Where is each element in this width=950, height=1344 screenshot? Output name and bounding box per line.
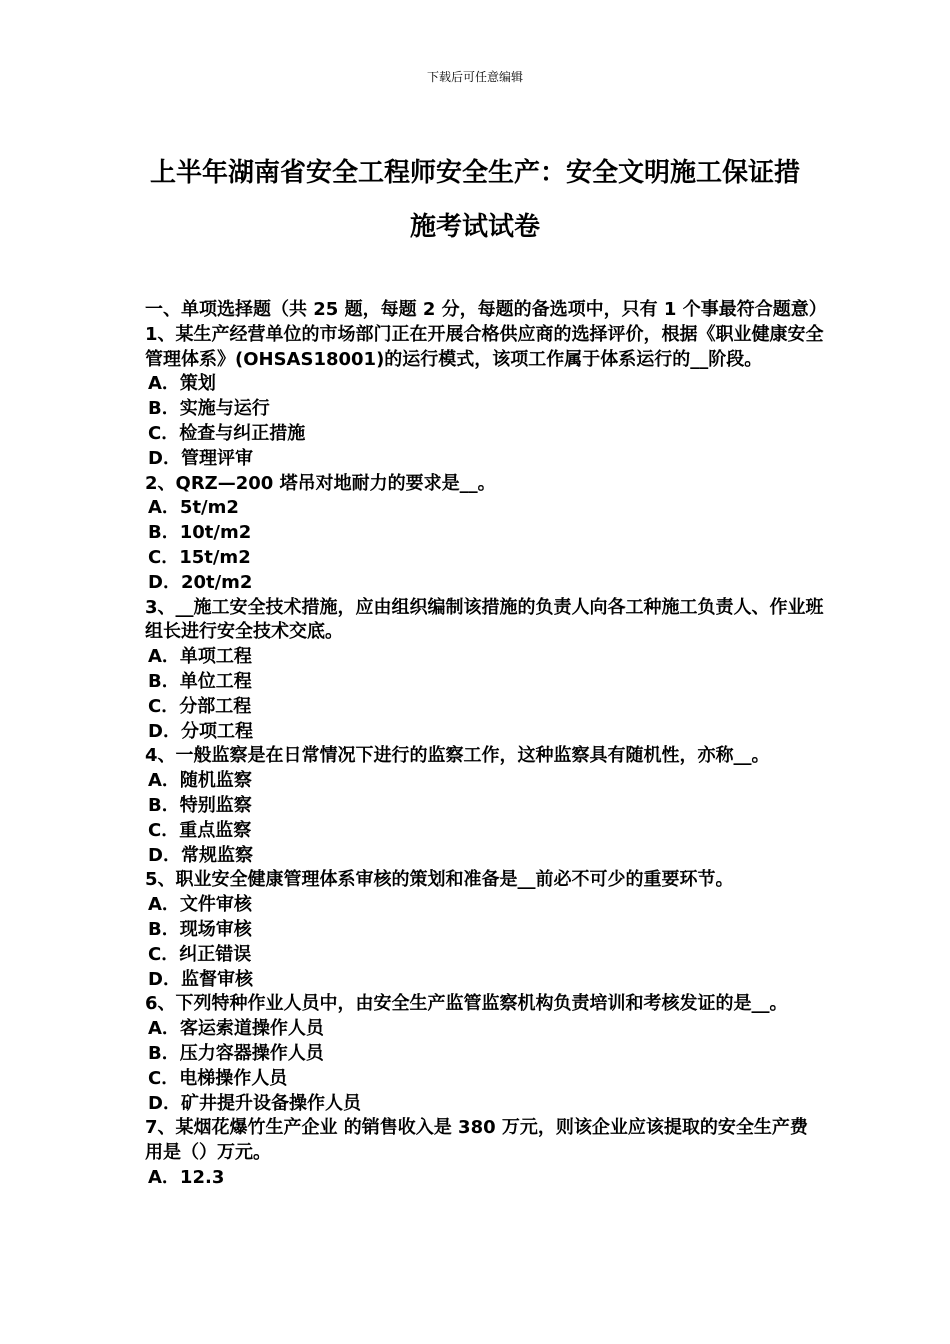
answer-option: B．现场审核 bbox=[148, 918, 252, 940]
answer-option: D．管理评审 bbox=[148, 447, 253, 469]
answer-option: D．分项工程 bbox=[148, 720, 253, 742]
question-block bbox=[145, 323, 825, 472]
answer-option: D．矿井提升设备操作人员 bbox=[148, 1092, 361, 1114]
question-block bbox=[145, 868, 825, 992]
question-stem: 4、一般监察是在日常情况下进行的监察工作，这种监察具有随机性，亦称__。 bbox=[145, 745, 770, 767]
question-block bbox=[145, 1116, 825, 1190]
answer-option: A．客运索道操作人员 bbox=[148, 1018, 324, 1040]
answer-option: A．12.3 bbox=[148, 1166, 225, 1188]
header-note: 下载后可任意编辑 bbox=[426, 70, 523, 84]
question-block bbox=[145, 744, 825, 868]
answer-option: D．20t/m2 bbox=[148, 571, 253, 593]
answer-option: C．检查与纠正措施 bbox=[148, 422, 306, 444]
answer-option: A．5t/m2 bbox=[148, 497, 239, 519]
exam-body bbox=[145, 298, 825, 1191]
answer-option: B．压力容器操作人员 bbox=[148, 1042, 324, 1064]
question-stem: 3、__施工安全技术措施，应由组织编制该措施的负责人向各工种施工负责人、作业班组长进行安全技术交底。 bbox=[145, 596, 824, 643]
question-stem: 1、某生产经营单位的市场部门正在开展合格供应商的选择评价，根据《职业健康安全管理体系》(OHSAS18001)的运行模式，该项工作属于体系运行的__阶段。 bbox=[145, 323, 824, 370]
answer-option: B．单位工程 bbox=[148, 670, 252, 692]
answer-option: B．特别监察 bbox=[148, 794, 252, 816]
answer-option: A．单项工程 bbox=[148, 646, 252, 668]
answer-option: A．文件审核 bbox=[148, 894, 252, 916]
answer-option: C．分部工程 bbox=[148, 695, 252, 717]
question-block bbox=[145, 596, 825, 745]
answer-option: C．重点监察 bbox=[148, 819, 252, 841]
answer-option: D．监督审核 bbox=[148, 968, 253, 990]
question-stem: 7、某烟花爆竹生产企业 的销售收入是 380 万元，则该企业应该提取的安全生产费用是（）万元。 bbox=[145, 1117, 808, 1164]
question-list bbox=[145, 323, 825, 1191]
section-heading: 一、单项选择题（共 25 题，每题 2 分，每题的备选项中，只有 1 个事最符合题意） bbox=[145, 299, 827, 320]
answer-option: A．随机监察 bbox=[148, 770, 252, 792]
page-title: 上半年湖南省安全工程师安全生产：安全文明施工保证措施考试试卷 bbox=[149, 158, 800, 242]
answer-option: C．15t/m2 bbox=[148, 546, 251, 568]
answer-option: C．电梯操作人员 bbox=[148, 1067, 288, 1089]
question-block bbox=[145, 992, 825, 1116]
question-stem: 2、QRZ—200 塔吊对地耐力的要求是__。 bbox=[145, 472, 496, 494]
answer-option: A．策划 bbox=[148, 373, 216, 395]
answer-option: C．纠正错误 bbox=[148, 943, 252, 965]
question-stem: 6、下列特种作业人员中，由安全生产监管监察机构负责培训和考核发证的是__。 bbox=[145, 993, 788, 1015]
answer-option: D．常规监察 bbox=[148, 844, 253, 866]
answer-option: B．10t/m2 bbox=[148, 522, 252, 544]
question-block bbox=[145, 472, 825, 596]
answer-option: B．实施与运行 bbox=[148, 398, 270, 420]
question-stem: 5、职业安全健康管理体系审核的策划和准备是__前必不可少的重要环节。 bbox=[145, 869, 734, 891]
